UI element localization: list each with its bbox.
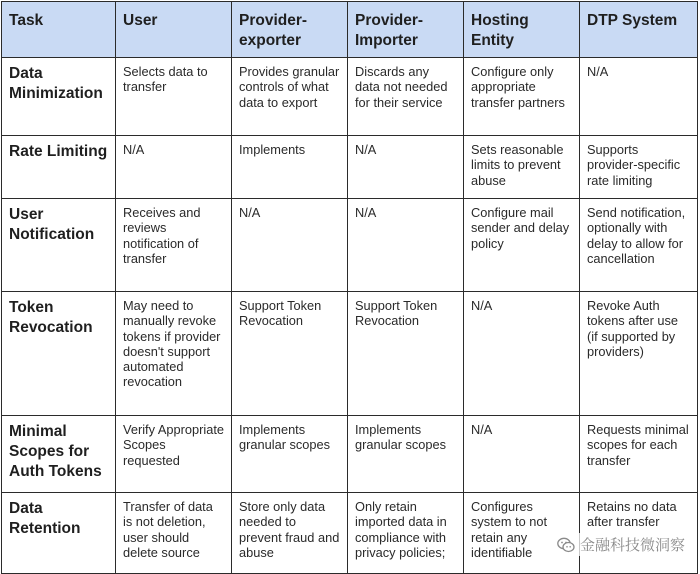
table-cell: Supports provider-specific rate limiting <box>580 136 698 199</box>
wechat-icon <box>557 537 575 553</box>
table-cell: N/A <box>464 416 580 493</box>
column-header: Provider-Importer <box>348 2 464 58</box>
table-cell: Implements granular scopes <box>348 416 464 493</box>
table-cell: Only retain imported data in compliance with privacy policies; <box>348 493 464 574</box>
table-cell: Sets reasonable limits to prevent abuse <box>464 136 580 199</box>
responsibility-table <box>1 1 698 574</box>
table-cell: Store only data needed to prevent fraud and abuse <box>232 493 348 574</box>
table-cell: Selects data to transfer <box>116 58 232 136</box>
row-task: Minimal Scopes for Auth Tokens <box>2 416 116 493</box>
table-cell: Discards any data not needed for their service <box>348 58 464 136</box>
table-cell: Configures system to not retain any identifiable <box>464 493 580 574</box>
table-cell: Configure only appropriate transfer partners <box>464 58 580 136</box>
table-cell: Support Token Revocation <box>348 292 464 416</box>
table-cell: N/A <box>116 136 232 199</box>
row-task: User Notification <box>2 199 116 292</box>
table-cell: Configure mail sender and delay policy <box>464 199 580 292</box>
table-cell: N/A <box>232 199 348 292</box>
table-row <box>2 58 698 136</box>
table-cell: N/A <box>464 292 580 416</box>
table-cell: Implements <box>232 136 348 199</box>
row-task: Data Retention <box>2 493 116 574</box>
table-row <box>2 416 698 493</box>
table-cell: N/A <box>580 58 698 136</box>
table-row <box>2 292 698 416</box>
table-cell: May need to manually revoke tokens if provider doesn't support automated revocation <box>116 292 232 416</box>
table-cell: Support Token Revocation <box>232 292 348 416</box>
row-task: Rate Limiting <box>2 136 116 199</box>
table-cell: Send notification, optionally with delay to allow for cancellation <box>580 199 698 292</box>
table-cell: Verify Appropriate Scopes requested <box>116 416 232 493</box>
table-cell: N/A <box>348 199 464 292</box>
column-header: User <box>116 2 232 58</box>
table-cell: Requests minimal scopes for each transfer <box>580 416 698 493</box>
table-cell: Implements granular scopes <box>232 416 348 493</box>
table-row <box>2 199 698 292</box>
column-header: Provider-exporter <box>232 2 348 58</box>
row-task: Data Minimization <box>2 58 116 136</box>
table-cell: Receives and reviews notification of transfer <box>116 199 232 292</box>
column-header: DTP System <box>580 2 698 58</box>
watermark-text: 金融科技微洞察 <box>579 536 685 554</box>
table-cell: Retains no data after transfer <box>580 493 698 574</box>
table-cell: N/A <box>348 136 464 199</box>
watermark <box>554 533 688 556</box>
table-cell: Provides granular controls of what data to export <box>232 58 348 136</box>
table-row <box>2 136 698 199</box>
column-header: Task <box>2 2 116 58</box>
table-cell: Transfer of data is not deletion, user should delete source <box>116 493 232 574</box>
table-cell: Revoke Auth tokens after use (if supported by providers) <box>580 292 698 416</box>
row-task: Token Revocation <box>2 292 116 416</box>
column-header: Hosting Entity <box>464 2 580 58</box>
header-row <box>2 2 698 58</box>
